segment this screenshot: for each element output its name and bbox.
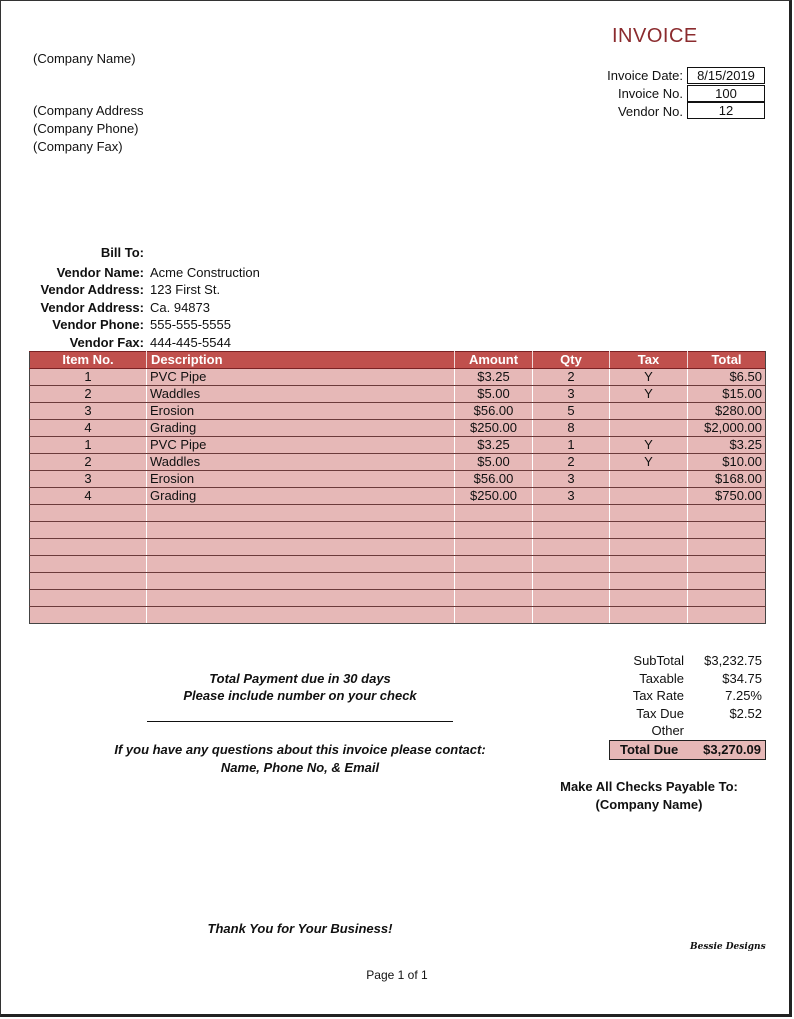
table-row [30, 403, 766, 420]
items-table [29, 351, 766, 624]
empty-cell[interactable] [533, 556, 610, 573]
table-row [30, 386, 766, 403]
cell-total: $15.00 [688, 386, 766, 403]
empty-cell[interactable] [147, 522, 455, 539]
empty-cell[interactable] [455, 505, 533, 522]
tax-rate-value[interactable]: 7.25% [725, 688, 762, 703]
total-due-value: $3,270.09 [703, 742, 761, 757]
cell-total: $2,000.00 [688, 420, 766, 437]
empty-cell[interactable] [533, 573, 610, 590]
empty-cell[interactable] [610, 573, 688, 590]
col-header-tax: Tax [610, 352, 688, 369]
cell-amount[interactable]: $250.00 [455, 420, 533, 437]
cell-total: $750.00 [688, 488, 766, 505]
include-number-text: Please include number on your check [183, 688, 417, 703]
cell-item-no[interactable]: 1 [30, 369, 147, 386]
cell-tax[interactable] [610, 488, 688, 505]
vendor-address-line2: Ca. 94873 [150, 300, 210, 315]
empty-cell [688, 505, 766, 522]
cell-qty[interactable]: 3 [533, 488, 610, 505]
empty-cell[interactable] [533, 607, 610, 624]
empty-cell[interactable] [610, 607, 688, 624]
empty-cell[interactable] [147, 573, 455, 590]
divider-line [147, 721, 453, 722]
company-address: (Company Address [33, 103, 144, 118]
cell-tax[interactable] [610, 420, 688, 437]
empty-table-row [30, 573, 766, 590]
col-header-total: Total [688, 352, 766, 369]
empty-cell[interactable] [30, 556, 147, 573]
col-header-description: Description [147, 352, 455, 369]
col-header-item-no: Item No. [30, 352, 147, 369]
contact-text: Name, Phone No, & Email [220, 760, 380, 775]
cell-amount[interactable]: $5.00 [455, 454, 533, 471]
company-phone: (Company Phone) [33, 121, 139, 136]
cell-item-no[interactable]: 4 [30, 420, 147, 437]
table-row [30, 420, 766, 437]
table-row [30, 471, 766, 488]
empty-cell[interactable] [533, 522, 610, 539]
cell-tax[interactable]: Y [610, 437, 688, 454]
empty-cell[interactable] [533, 590, 610, 607]
cell-description[interactable]: Waddles [147, 386, 455, 403]
tax-rate-label: Tax Rate [632, 688, 684, 703]
empty-cell[interactable] [455, 539, 533, 556]
cell-tax[interactable]: Y [610, 386, 688, 403]
empty-cell[interactable] [30, 539, 147, 556]
empty-cell[interactable] [455, 556, 533, 573]
total-due-box [609, 740, 766, 760]
payable-to-text: Make All Checks Payable To: [560, 779, 738, 794]
empty-cell [688, 573, 766, 590]
cell-item-no[interactable]: 3 [30, 471, 147, 488]
cell-tax[interactable] [610, 403, 688, 420]
vendor-name: Acme Construction [150, 265, 260, 280]
empty-cell[interactable] [455, 573, 533, 590]
vendor-name-label: Vendor Name: [56, 265, 144, 280]
empty-cell[interactable] [147, 539, 455, 556]
empty-cell[interactable] [147, 590, 455, 607]
tax-due-label: Tax Due [636, 706, 684, 721]
company-name: (Company Name) [33, 51, 136, 66]
payment-due-text: Total Payment due in 30 days [209, 671, 391, 686]
bill-to-heading: Bill To: [100, 245, 144, 260]
empty-table-row [30, 539, 766, 556]
taxable-value: $34.75 [722, 671, 762, 686]
empty-table-row [30, 590, 766, 607]
company-fax: (Company Fax) [33, 139, 123, 154]
empty-cell[interactable] [610, 556, 688, 573]
cell-amount[interactable]: $3.25 [455, 437, 533, 454]
empty-cell[interactable] [147, 607, 455, 624]
cell-qty[interactable]: 2 [533, 369, 610, 386]
empty-table-row [30, 607, 766, 624]
total-due-label: Total Due [620, 742, 679, 757]
payable-company-name: (Company Name) [595, 797, 703, 812]
empty-cell [688, 607, 766, 624]
subtotal-label: SubTotal [633, 653, 684, 668]
empty-cell[interactable] [610, 590, 688, 607]
empty-cell[interactable] [30, 590, 147, 607]
empty-cell[interactable] [610, 539, 688, 556]
empty-table-row [30, 522, 766, 539]
cell-qty[interactable]: 5 [533, 403, 610, 420]
vendor-phone-label: Vendor Phone: [52, 317, 144, 332]
designer-signature: Bessie Designs [690, 942, 766, 952]
subtotal-value: $3,232.75 [704, 653, 762, 668]
empty-cell[interactable] [455, 590, 533, 607]
cell-description[interactable]: PVC Pipe [147, 437, 455, 454]
empty-cell[interactable] [610, 522, 688, 539]
vendor-address-line1: 123 First St. [150, 282, 221, 297]
empty-cell[interactable] [455, 607, 533, 624]
invoice-no-label: Invoice No. [617, 86, 683, 101]
cell-qty[interactable]: 3 [533, 386, 610, 403]
cell-item-no[interactable]: 1 [30, 437, 147, 454]
col-header-qty: Qty [533, 352, 610, 369]
other-label: Other [651, 723, 684, 738]
cell-description[interactable]: PVC Pipe [147, 369, 455, 386]
cell-amount[interactable]: $56.00 [455, 471, 533, 488]
cell-item-no[interactable]: 3 [30, 403, 147, 420]
cell-tax[interactable]: Y [610, 369, 688, 386]
cell-amount[interactable]: $3.25 [455, 369, 533, 386]
cell-tax[interactable] [610, 471, 688, 488]
cell-tax[interactable]: Y [610, 454, 688, 471]
empty-cell [688, 590, 766, 607]
table-header-row [30, 352, 766, 369]
cell-item-no[interactable]: 4 [30, 488, 147, 505]
empty-cell [688, 522, 766, 539]
cell-description[interactable]: Erosion [147, 403, 455, 420]
table-row [30, 454, 766, 471]
cell-description[interactable]: Waddles [147, 454, 455, 471]
cell-qty[interactable]: 3 [533, 471, 610, 488]
empty-cell[interactable] [610, 505, 688, 522]
vendor-address-label: Vendor Address: [40, 282, 144, 297]
cell-total: $10.00 [688, 454, 766, 471]
table-row [30, 369, 766, 386]
empty-cell[interactable] [30, 607, 147, 624]
tax-due-value: $2.52 [729, 706, 762, 721]
cell-qty[interactable]: 2 [533, 454, 610, 471]
empty-cell[interactable] [147, 505, 455, 522]
vendor-no-field[interactable]: 12 [687, 102, 765, 119]
cell-item-no[interactable]: 2 [30, 454, 147, 471]
cell-total: $3.25 [688, 437, 766, 454]
page-number: Page 1 of 1 [366, 968, 428, 982]
empty-table-row [30, 556, 766, 573]
cell-total: $280.00 [688, 403, 766, 420]
thank-you-text: Thank You for Your Business! [207, 921, 393, 936]
invoice-date-field[interactable]: 8/15/2019 [687, 67, 765, 84]
table-row [30, 488, 766, 505]
cell-description[interactable]: Grading [147, 488, 455, 505]
empty-cell[interactable] [30, 505, 147, 522]
cell-qty[interactable]: 8 [533, 420, 610, 437]
empty-cell [688, 539, 766, 556]
cell-total: $6.50 [688, 369, 766, 386]
empty-cell[interactable] [30, 522, 147, 539]
vendor-fax-label: Vendor Fax: [69, 335, 144, 350]
cell-description[interactable]: Grading [147, 420, 455, 437]
empty-cell[interactable] [30, 573, 147, 590]
empty-cell [688, 556, 766, 573]
questions-text: If you have any questions about this invoice please contact: [114, 742, 486, 757]
cell-qty[interactable]: 1 [533, 437, 610, 454]
col-header-amount: Amount [455, 352, 533, 369]
vendor-phone: 555-555-5555 [150, 317, 231, 332]
cell-amount[interactable]: $5.00 [455, 386, 533, 403]
empty-cell[interactable] [533, 539, 610, 556]
taxable-label: Taxable [639, 671, 684, 686]
vendor-no-label: Vendor No. [617, 104, 683, 119]
empty-cell[interactable] [533, 505, 610, 522]
empty-cell[interactable] [147, 556, 455, 573]
vendor-fax: 444-445-5544 [150, 335, 231, 350]
table-row [30, 437, 766, 454]
cell-item-no[interactable]: 2 [30, 386, 147, 403]
invoice-date-label: Invoice Date: [607, 68, 683, 83]
cell-amount[interactable]: $56.00 [455, 403, 533, 420]
cell-description[interactable]: Erosion [147, 471, 455, 488]
vendor-address-label: Vendor Address: [40, 300, 144, 315]
cell-total: $168.00 [688, 471, 766, 488]
invoice-no-field[interactable]: 100 [687, 85, 765, 102]
empty-table-row [30, 505, 766, 522]
invoice-title: INVOICE [612, 25, 698, 47]
cell-amount[interactable]: $250.00 [455, 488, 533, 505]
empty-cell[interactable] [455, 522, 533, 539]
